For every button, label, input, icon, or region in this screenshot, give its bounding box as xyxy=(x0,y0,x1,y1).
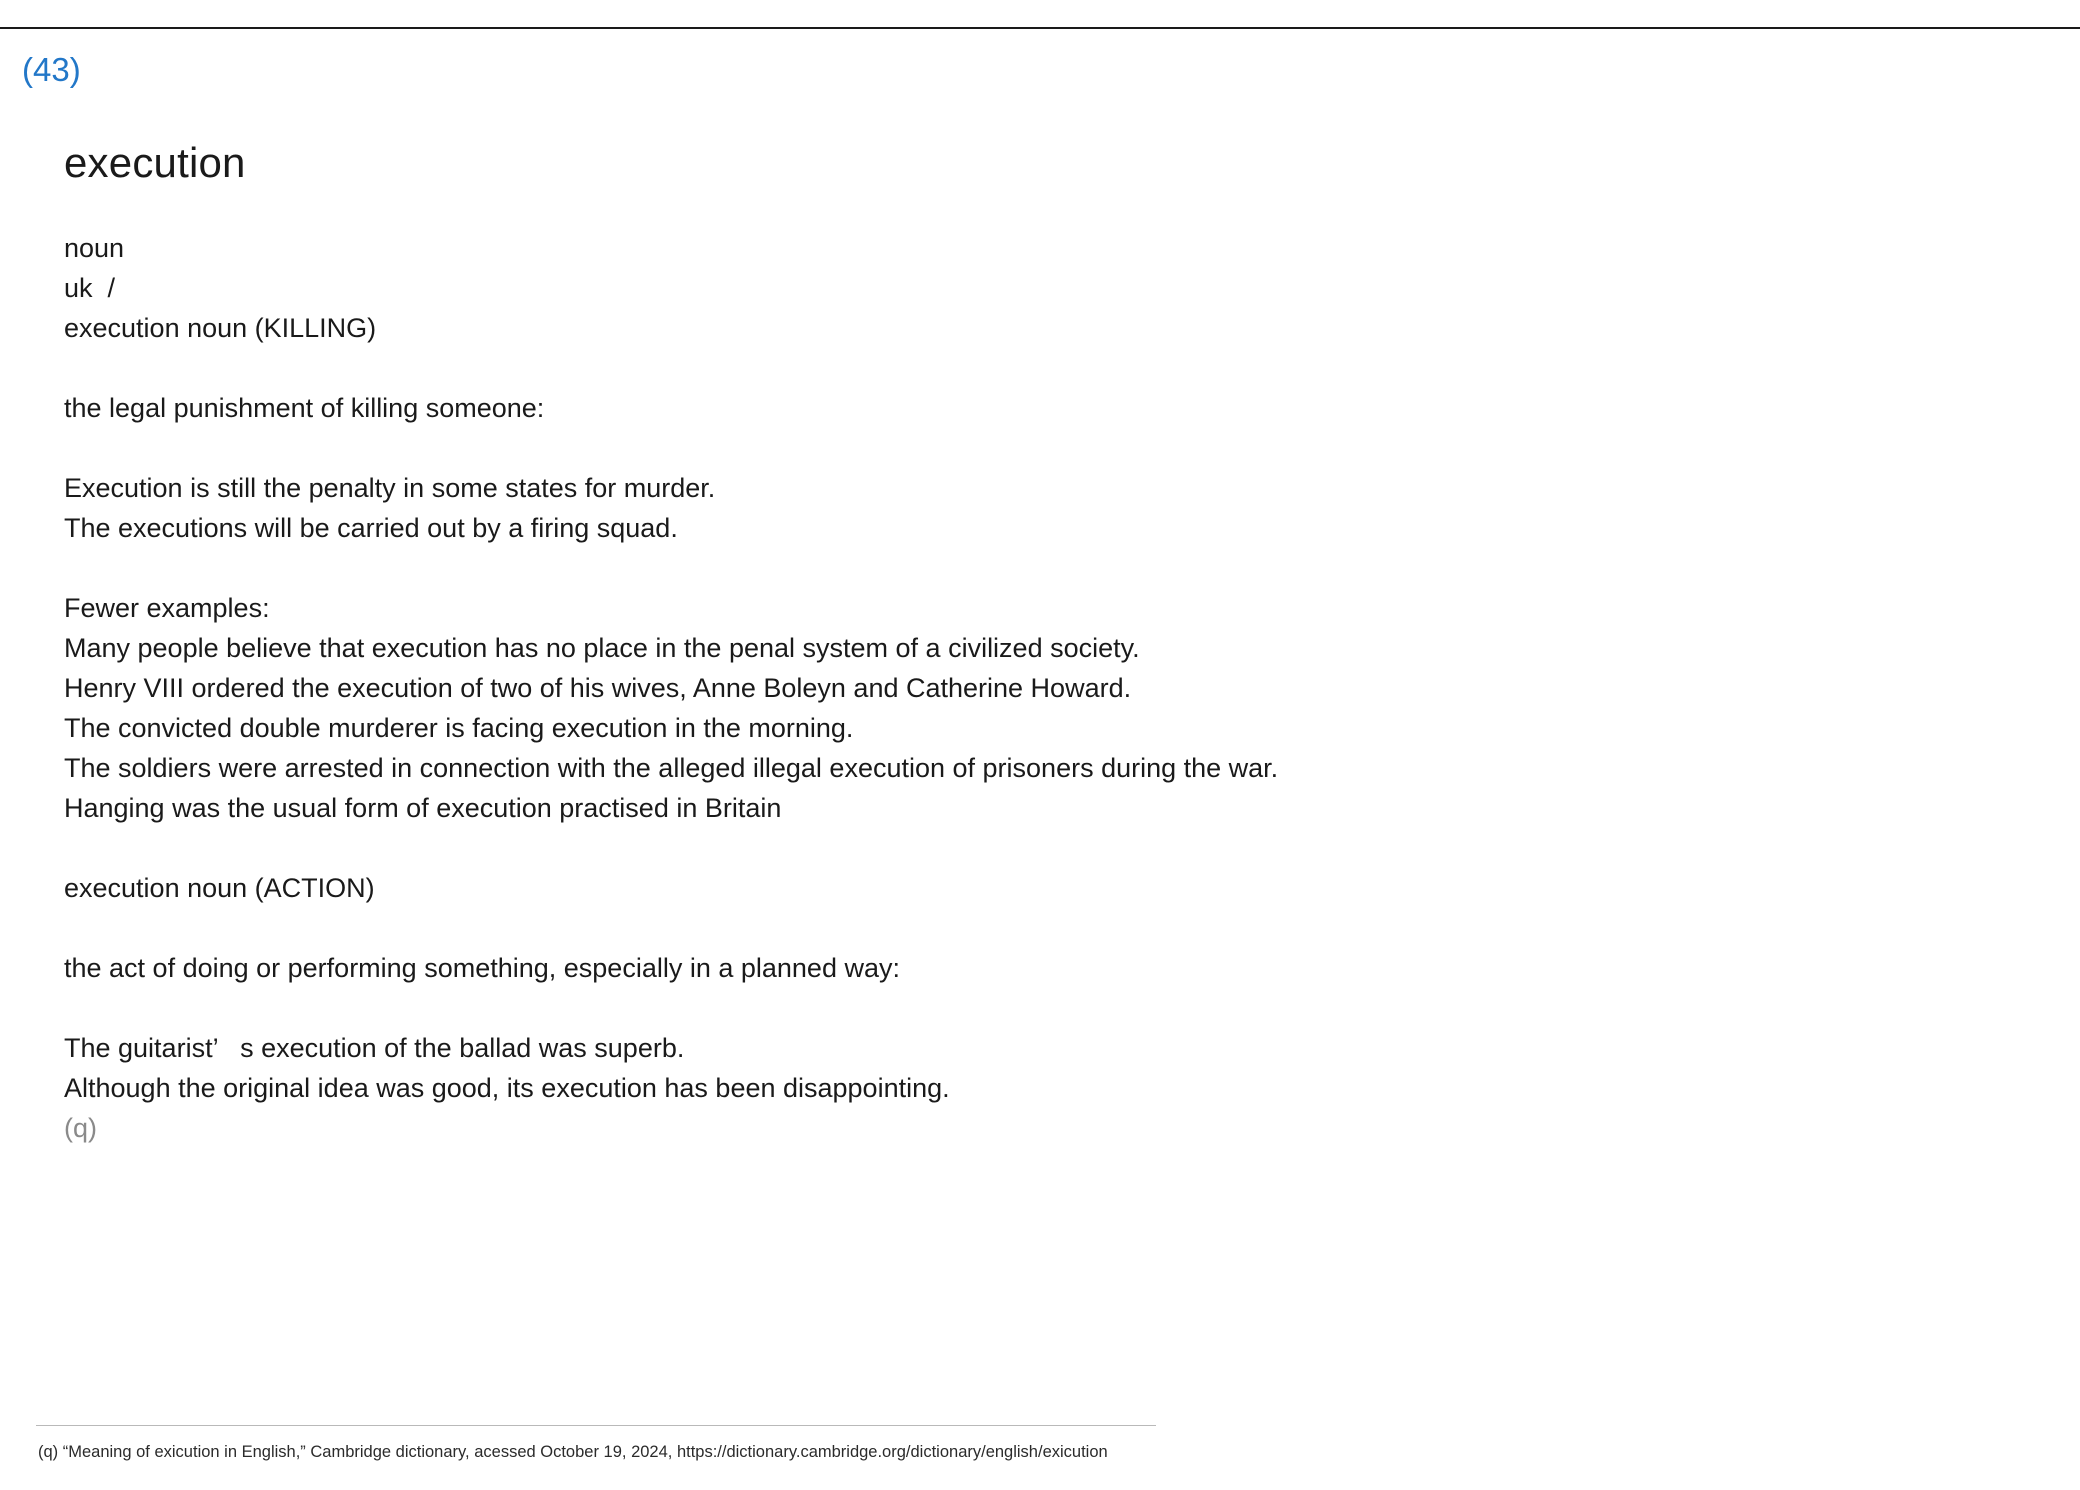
source-marker: (q) xyxy=(64,1113,97,1144)
page-title: execution xyxy=(64,139,246,186)
footnote-citation: (q) “Meaning of exicution in English,” Cambridge dictionary, acessed October 19, 2024, https://dictionary.cambridge.org/dictionary/english/exicution xyxy=(38,1443,1108,1461)
list-item: The soldiers were arrested in connection with the alleged illegal execution of prisoners during the war. xyxy=(64,753,1279,784)
list-item: The guitarist’ s execution of the ballad was superb. xyxy=(64,1033,685,1064)
list-item: Execution is still the penalty in some states for murder. xyxy=(64,473,716,504)
list-item: The executions will be carried out by a firing squad. xyxy=(64,513,678,544)
list-item: Henry VIII ordered the execution of two of his wives, Anne Boleyn and Catherine Howard. xyxy=(64,673,1132,704)
slide-reference-number: (43) xyxy=(22,51,81,88)
fewer-examples-section xyxy=(64,588,1964,828)
list-item: Although the original idea was good, its execution has been disappointing. xyxy=(64,1073,950,1104)
footnote-divider xyxy=(36,1425,1156,1426)
entry-meta xyxy=(64,228,1964,348)
sense-2-header-block xyxy=(64,868,1964,908)
sense-1-header: execution noun (KILLING) xyxy=(64,313,377,344)
dictionary-entry xyxy=(64,140,1964,1148)
list-item: Many people believe that execution has no place in the penal system of a civilized society. xyxy=(64,633,1140,664)
list-item: The convicted double murderer is facing execution in the morning. xyxy=(64,713,854,744)
top-divider xyxy=(0,27,2080,29)
sense-2-header: execution noun (ACTION) xyxy=(64,873,375,904)
sense-1-definition: the legal punishment of killing someone: xyxy=(64,393,545,424)
sense-2-definition: the act of doing or performing something, especially in a planned way: xyxy=(64,953,900,984)
part-of-speech: noun xyxy=(64,233,125,264)
pronunciation: uk / xyxy=(64,273,116,304)
sense-1-definition-block xyxy=(64,388,1964,428)
fewer-examples-label: Fewer examples: xyxy=(64,593,270,624)
sense-1-examples xyxy=(64,468,1964,548)
sense-2-definition-block xyxy=(64,948,1964,988)
list-item: Hanging was the usual form of execution practised in Britain xyxy=(64,793,782,824)
sense-2-examples xyxy=(64,1028,1964,1148)
